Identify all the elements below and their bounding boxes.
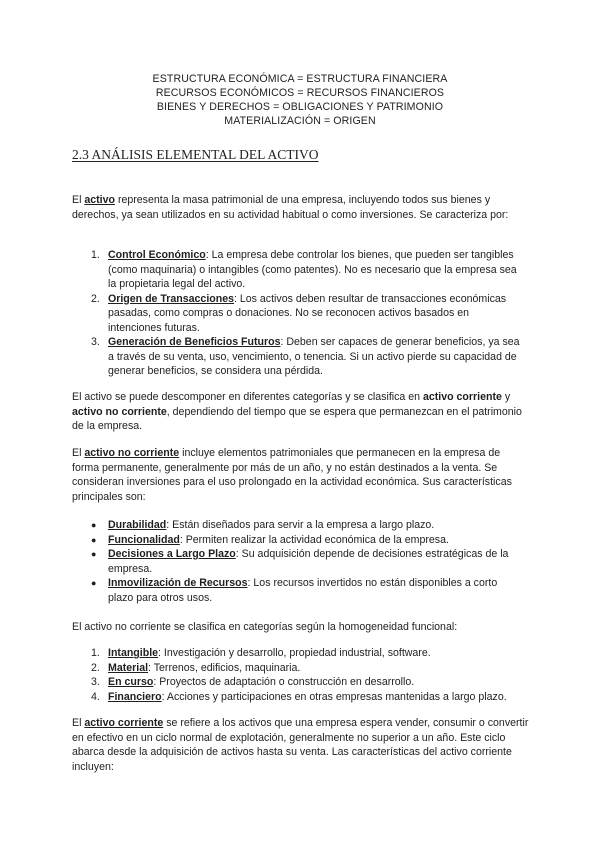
equivalence-line: MATERIALIZACIÓN = ORIGEN	[224, 115, 376, 127]
list-item: 2. Origen de Transacciones: Los activos deben resultar de transacciones económicas pasadas, como compras o donaciones. No se reconocen activos basados en intenciones futuras.	[91, 292, 507, 334]
bullet-icon: ●	[91, 520, 97, 530]
list-item: 3. Generación de Beneficios Futuros: Deben ser capaces de generar beneficios, ya sea a través de su venta, uso, vencimiento, o tenencia. Si un activo pierde su capacidad de generar beneficios, se considera una pérdida.	[91, 336, 520, 377]
term-activo-corriente: activo corriente	[84, 717, 164, 729]
list-item: ● Decisiones a Largo Plazo: Su adquisición depende de decisiones estratégicas de la empresa.	[91, 548, 509, 575]
bullet-icon: ●	[91, 578, 97, 588]
term-activo: activo	[84, 194, 115, 206]
equivalence-line: BIENES Y DERECHOS = OBLIGACIONES Y PATRIMONIO	[156, 101, 444, 113]
nc-features-list	[91, 518, 523, 605]
list-item: 4. Financiero: Acciones y participaciones en otras empresas mantenidas a largo plazo.	[91, 690, 507, 703]
decompose-paragraph: El activo se puede descomponer en diferentes categorías y se clasifica en activo corriente y activo no corriente, dependiendo del tiempo que se espera que permanezcan en el patrimonio de la empresa.	[72, 391, 522, 432]
equivalence-line: RECURSOS ECONÓMICOS = RECURSOS FINANCIEROS	[155, 87, 445, 99]
bullet-icon: ●	[91, 534, 97, 545]
list-item: 1. Control Económico: La empresa debe controlar los bienes, que pueden ser tangibles (como maquinaria) o intangibles (como patentes). No es necesario que la empresa sea la propietaria legal del activo.	[91, 249, 517, 290]
section-heading: 2.3 ANÁLISIS ELEMENTAL DEL ACTIVO	[72, 147, 319, 162]
classification-intro: El activo no corriente se clasifica en categorías según la homogeneidad funcional:	[72, 621, 458, 633]
list-item: ● Inmovilización de Recursos: Los recursos invertidos no están disponibles a corto plazo para otros usos.	[91, 577, 498, 604]
non-current-paragraph: El activo no corriente incluye elementos patrimoniales que permanecen en la empresa de forma permanente, generalmente por más de un año, y no están destinados a la venta. Se consideran inversiones para el uso prolongado en la actividad económica. Sus características principales son:	[72, 447, 512, 503]
characteristics-list	[91, 248, 523, 379]
list-item: 2. Material: Terrenos, edificios, maquinaria.	[91, 661, 301, 674]
list-item: 1. Intangible: Investigación y desarrollo, propiedad industrial, software.	[91, 647, 431, 659]
list-item: 3. En curso: Proyectos de adaptación o construcción en desarrollo.	[91, 676, 415, 688]
list-item: ● Funcionalidad: Permiten realizar la actividad económica de la empresa.	[91, 533, 449, 546]
current-paragraph: El activo corriente se refiere a los activos que una empresa espera vender, consumir o convertir en efectivo en un ciclo normal de explotación, generalmente no superior a un año. Este ciclo abarca desde la adquisición de activos hasta su venta. Las características del activo corriente incluyen:	[72, 717, 529, 773]
list-item: ● Durabilidad: Están diseñados para servir a la empresa a largo plazo.	[91, 519, 435, 531]
categories-list	[91, 646, 523, 704]
intro-paragraph: El activo representa la masa patrimonial de una empresa, incluyendo todos sus bienes y derechos, ya sean utilizados en su actividad habitual o como inversiones. Se caracteriza por:	[72, 194, 509, 221]
term-activo-no-corriente: activo no corriente	[84, 447, 180, 459]
equivalence-line: ESTRUCTURA ECONÓMICA = ESTRUCTURA FINANCIERA	[152, 73, 448, 85]
bullet-icon: ●	[91, 549, 97, 559]
